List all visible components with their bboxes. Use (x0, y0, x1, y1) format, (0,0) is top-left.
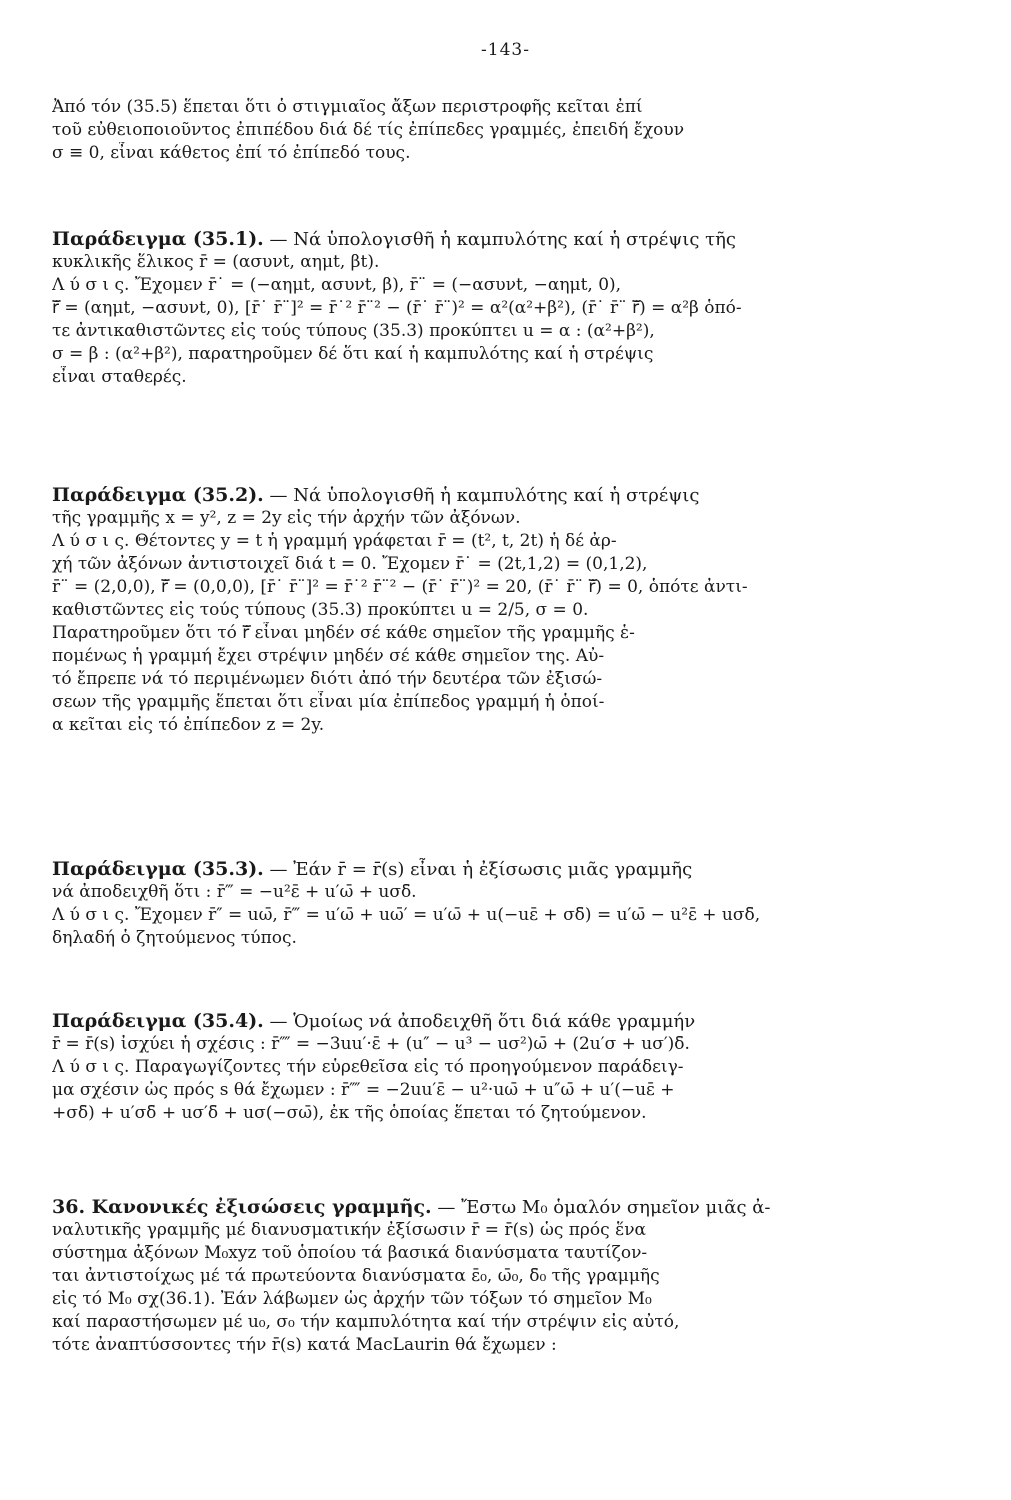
text-line: καθιστῶντες εἰς τούς τύπους (35.3) προκύπτει u = 2/5, σ = 0. (52, 600, 589, 620)
page-number: -143- (481, 40, 530, 60)
text-line: Λ ύ σ ι ς. Ἔχομεν r̄″ = uω̄, r̄‴ = u′ω̄ + uω̄′ = u′ω̄ + u(−uε̄ + σδ̄) = u′ω̄ − u²ε̄ + uσδ̄, (52, 905, 761, 925)
text-line: σ ≡ 0, εἶναι κάθετος ἐπί τό ἐπίπεδό τους. (52, 143, 411, 163)
example-heading (52, 858, 957, 881)
example-title: Παράδειγμα (35.3). (52, 858, 264, 880)
text-line: τῆς γραμμῆς x = y², z = 2y εἰς τήν ἀρχήν τῶν ἀξόνων. (52, 508, 521, 528)
section-36 (52, 1196, 957, 1357)
text-line: σύστημα ἀξόνων M₀xyz τοῦ ὁποίου τά βασικά διανύσματα ταυτίζον- (52, 1243, 648, 1263)
section-statement: — Ἔστω M₀ ὁμαλόν σημεῖον μιᾶς ἀ- (437, 1197, 771, 1218)
text-line: Λ ύ σ ι ς. Παραγωγίζοντες τήν εὑρεθεῖσα εἰς τό προηγούμενον παράδειγ- (52, 1057, 684, 1077)
text-line: τό ἔπρεπε νά τό περιμένωμεν διότι ἀπό τήν δευτέρα τῶν ἐξισώ- (52, 669, 603, 689)
example-statement: — Νά ὑπολογισθῆ ἡ καμπυλότης καί ἡ στρέψις (269, 485, 700, 506)
text-line: καί παραστήσωμεν μέ u₀, σ₀ τήν καμπυλότητα καί τήν στρέψιν εἰς αὐτό, (52, 1312, 680, 1332)
text-line: νά ἀποδειχθῆ ὅτι : r̄‴ = −u²ε̄ + u′ω̄ + uσδ̄. (52, 882, 417, 902)
text-line: α κεῖται εἰς τό ἐπίπεδον z = 2y. (52, 715, 325, 735)
text-line: εἰς τό M₀ σχ(36.1). Ἐάν λάβωμεν ὡς ἀρχήν τῶν τόξων τό σημεῖον M₀ (52, 1289, 652, 1309)
example-statement: — Ὁμοίως νά ἀποδειχθῆ ὅτι διά κάθε γραμμήν (269, 1011, 696, 1032)
example-statement: — Ἐάν r̄ = r̄(s) εἶναι ἡ ἐξίσωσις μιᾶς γραμμῆς (269, 859, 693, 880)
text-line: r̄ = r̄(s) ἰσχύει ἡ σχέσις : r̄⁗ = −3uu′·ε̄ + (u″ − u³ − uσ²)ω̄ + (2u′σ + uσ′)δ̄. (52, 1034, 690, 1054)
example-title: Παράδειγμα (35.1). (52, 228, 264, 250)
text-line: δηλαδή ὁ ζητούμενος τύπος. (52, 928, 297, 948)
text-line: Παρατηροῦμεν ὅτι τό r̄⃛ εἶναι μηδέν σέ κάθε σημεῖον τῆς γραμμῆς ἑ- (52, 623, 635, 643)
text-line: r̄¨ = (2,0,0), r̄⃛ = (0,0,0), [r̄˙ r̄¨]² = r̄˙² r̄¨² − (r̄˙ r̄¨)² = 20, (r̄˙ r̄¨ r̄⃛) = 0, ὁπότε ἀντι- (52, 577, 748, 597)
text-line: πομένως ἡ γραμμή ἔχει στρέψιν μηδέν σέ κάθε σημεῖον της. Αὐ- (52, 646, 605, 666)
text-line: Ἀπό τόν (35.5) ἕπεται ὅτι ὁ στιγμιαῖος ἄξων περιστροφῆς κεῖται ἐπί (52, 97, 643, 117)
example-35-3 (52, 858, 957, 950)
section-heading (52, 1196, 957, 1219)
text-line: σ = β : (α²+β²), παρατηροῦμεν δέ ὅτι καί ἡ καμπυλότης καί ἡ στρέψις (52, 344, 654, 364)
text-line: τοῦ εὐθειοποιοῦντος ἐπιπέδου διά δέ τίς ἐπίπεδες γραμμές, ἐπειδή ἔχουν (52, 120, 685, 140)
example-statement: — Νά ὑπολογισθῆ ἡ καμπυλότης καί ἡ στρέψις τῆς (269, 229, 736, 250)
example-heading (52, 484, 957, 507)
text-line: τε ἀντικαθιστῶντες εἰς τούς τύπους (35.3) προκύπτει u = α : (α²+β²), (52, 321, 655, 341)
example-35-1 (52, 228, 957, 389)
text-line: ναλυτικῆς γραμμῆς μέ διανυσματικήν ἐξίσωσιν r̄ = r̄(s) ὡς πρός ἕνα (52, 1220, 647, 1240)
text-line: τότε ἀναπτύσσοντες τήν r̄(s) κατά MacLaurin θά ἔχωμεν : (52, 1335, 557, 1355)
intro-paragraph (52, 96, 957, 165)
example-heading (52, 1010, 957, 1033)
text-line: χή τῶν ἀξόνων ἀντιστοιχεῖ διά t = 0. Ἔχομεν r̄˙ = (2t,1,2) = (0,1,2), (52, 554, 648, 574)
text-line: σεων τῆς γραμμῆς ἕπεται ὅτι εἶναι μία ἐπίπεδος γραμμή ἡ ὁποί- (52, 692, 605, 712)
text-line: ται ἀντιστοίχως μέ τά πρωτεύοντα διανύσματα ε̄₀, ω̄₀, δ̄₀ τῆς γραμμῆς (52, 1266, 660, 1286)
text-line: Λ ύ σ ι ς. Ἔχομεν r̄˙ = (−αημt, ασυνt, β), r̄¨ = (−ασυνt, −αημt, 0), (52, 275, 622, 295)
example-35-2 (52, 484, 957, 737)
text-line: κυκλικῆς ἕλικος r̄ = (ασυνt, αημt, βt). (52, 252, 380, 272)
text-line: μα σχέσιν ὡς πρός s θά ἔχωμεν : r̄⁗ = −2uu′ε̄ − u²·uω̄ + u″ω̄ + u′(−uε̄ + (52, 1080, 675, 1100)
text-line: Λ ύ σ ι ς. Θέτοντες y = t ἡ γραμμή γράφεται r̄ = (t², t, 2t) ἡ δέ ἀρ- (52, 531, 617, 551)
text-line: +σδ̄) + u′σδ̄ + uσ′δ̄ + uσ(−σω̄), ἐκ τῆς ὁποίας ἕπεται τό ζητούμενον. (52, 1103, 647, 1123)
text-line: r̄⃛ = (αημt, −ασυνt, 0), [r̄˙ r̄¨]² = r̄˙² r̄¨² − (r̄˙ r̄¨)² = α²(α²+β²), (r̄˙ r̄¨ r̄⃛) = α²β ὁπό- (52, 298, 742, 318)
section-title: 36. Κανονικές ἐξισώσεις γραμμῆς. (52, 1196, 432, 1218)
example-35-4 (52, 1010, 957, 1125)
text-line: εἶναι σταθερές. (52, 367, 187, 387)
example-title: Παράδειγμα (35.4). (52, 1010, 264, 1032)
example-heading (52, 228, 957, 251)
example-title: Παράδειγμα (35.2). (52, 484, 264, 506)
